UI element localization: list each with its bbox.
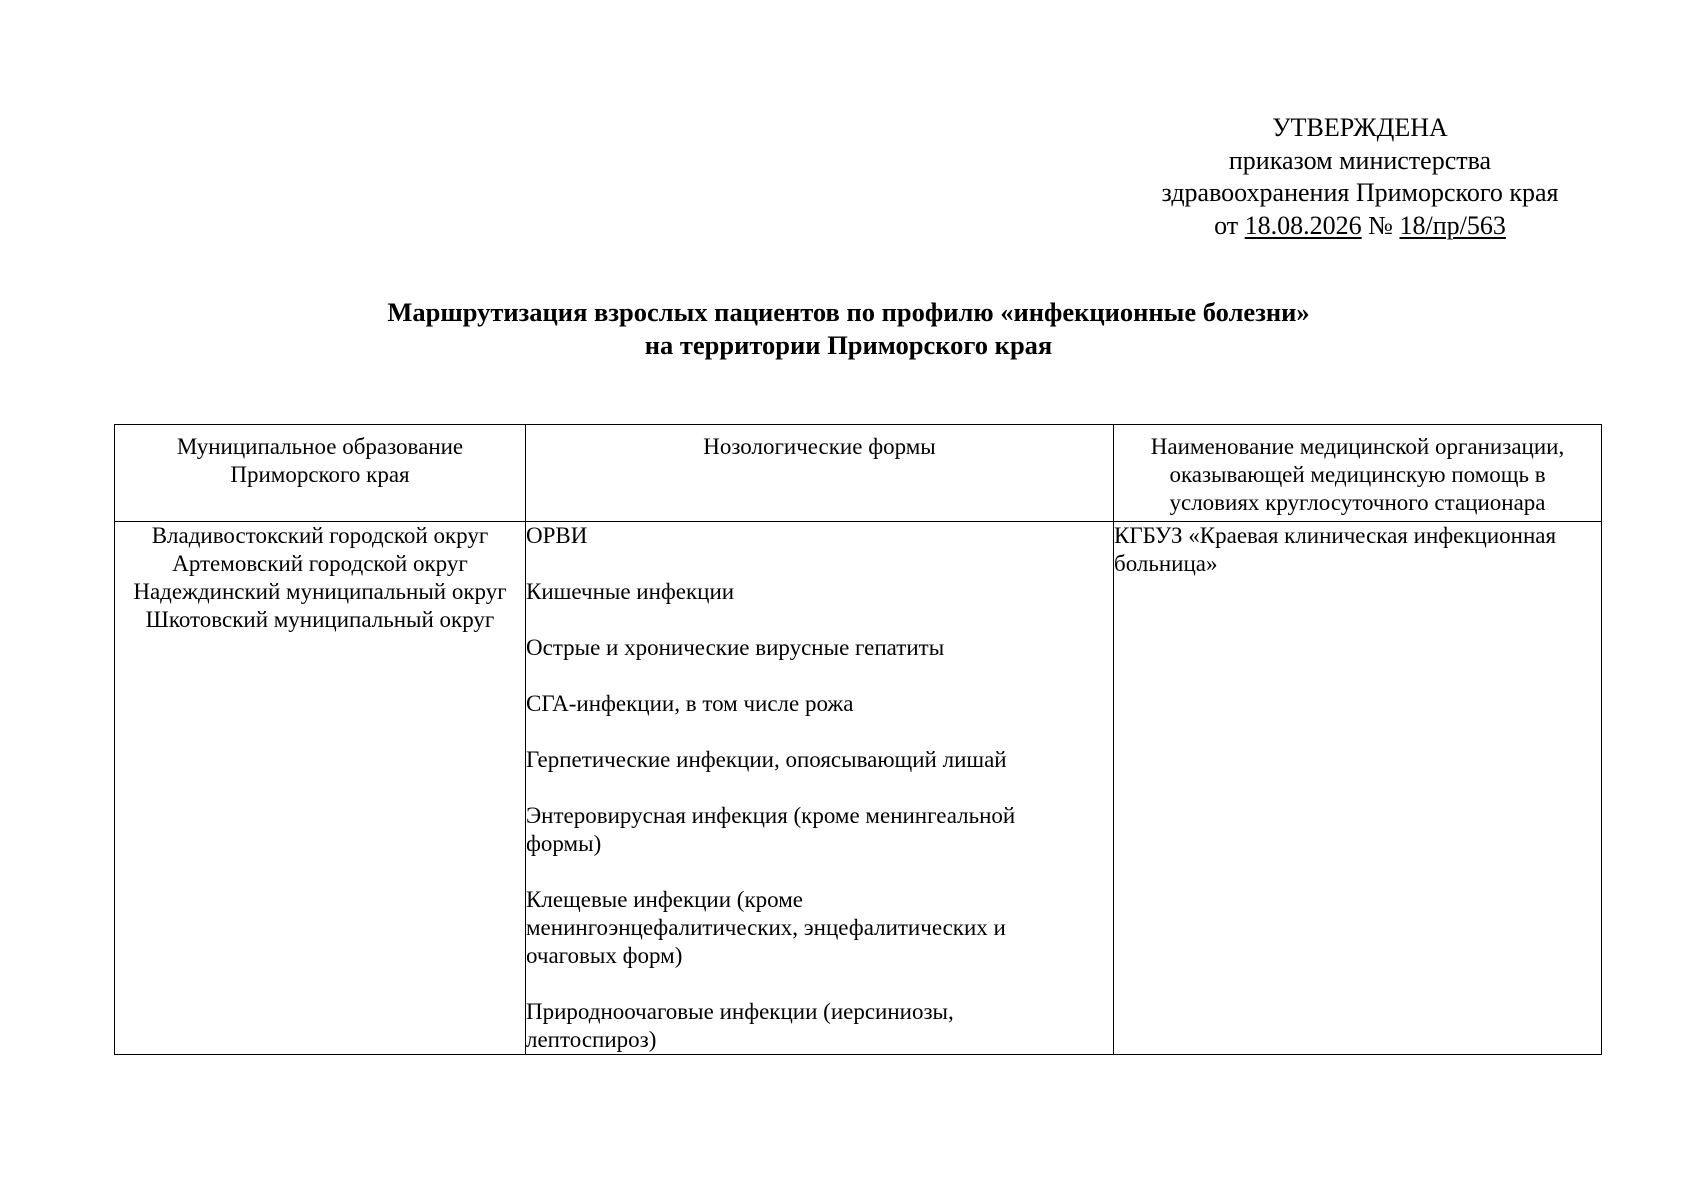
form-item-line: Энтеровирусная инфекция (кроме менингеальной: [526, 803, 1016, 828]
header-municipality-line: Муниципальное образование: [176, 434, 464, 459]
form-item-line: менингоэнцефалитических, энцефалитических и: [526, 915, 1006, 940]
header-organization-line: условиях круглосуточного стационара: [1169, 490, 1546, 515]
organization-cell: [1114, 522, 1602, 1055]
municipality-item: Артемовский городской округ: [172, 551, 468, 576]
document-title: [0, 296, 1697, 362]
form-item: [526, 802, 1113, 858]
header-municipality: [115, 425, 526, 522]
approval-date: 18.08.2026: [1244, 210, 1362, 240]
title-line-1: Маршрутизация взрослых пациентов по профилю «инфекционные болезни»: [387, 297, 1310, 327]
table-row: [115, 522, 1602, 1055]
organization-line: больница»: [1114, 551, 1218, 576]
form-item: [526, 634, 1113, 662]
form-item: [526, 578, 1113, 606]
header-organization-line: Наименование медицинской организации,: [1150, 434, 1565, 459]
approval-number: 18/пр/563: [1399, 210, 1506, 240]
municipality-item: Владивостокский городской округ: [151, 523, 489, 548]
form-item: [526, 998, 1113, 1054]
forms-cell: [526, 522, 1114, 1055]
form-item-line: ОРВИ: [526, 523, 588, 548]
table-header-row: [115, 425, 1602, 522]
municipality-item: Шкотовский муниципальный округ: [145, 607, 495, 632]
form-item-line: Острые и хронические вирусные гепатиты: [526, 635, 945, 660]
form-item: [526, 746, 1113, 774]
municipality-item: Надеждинский муниципальный округ: [133, 579, 507, 604]
form-item-line: лептоспироз): [526, 1027, 657, 1052]
form-item-line: Природноочаговые инфекции (иерсиниозы,: [526, 999, 954, 1024]
title-line-2: на территории Приморского края: [644, 330, 1053, 360]
form-item-line: очаговых форм): [526, 943, 683, 968]
header-forms-line: Нозологические формы: [703, 434, 936, 459]
form-item: [526, 522, 1113, 550]
header-municipality-line: Приморского края: [230, 462, 410, 487]
approval-ministry-line: здравоохранения Приморского края: [1161, 178, 1559, 207]
form-item-line: формы): [526, 831, 602, 856]
routing-table: [114, 424, 1602, 1055]
approval-date-prefix: от: [1214, 210, 1239, 240]
approval-order-line: приказом министерства: [1228, 145, 1492, 175]
form-item-line: Кишечные инфекции: [526, 579, 735, 604]
header-organization: [1114, 425, 1602, 522]
form-item-line: СГА-инфекции, в том числе рожа: [526, 691, 854, 716]
header-organization-line: оказывающей медицинскую помощь в: [1169, 462, 1546, 487]
form-item-line: Клещевые инфекции (кроме: [526, 887, 803, 912]
approval-status: УТВЕРЖДЕНА: [1272, 113, 1448, 142]
approval-number-sign: №: [1368, 210, 1393, 240]
form-item: [526, 886, 1113, 970]
form-item: [526, 690, 1113, 718]
form-item-line: Герпетические инфекции, опоясывающий лишай: [526, 747, 1007, 772]
municipality-cell: [115, 522, 526, 1055]
approval-block: [1100, 112, 1620, 242]
approval-date-line: [1100, 210, 1620, 243]
organization-line: КГБУЗ «Краевая клиническая инфекционная: [1114, 523, 1557, 548]
header-forms: [526, 425, 1114, 522]
